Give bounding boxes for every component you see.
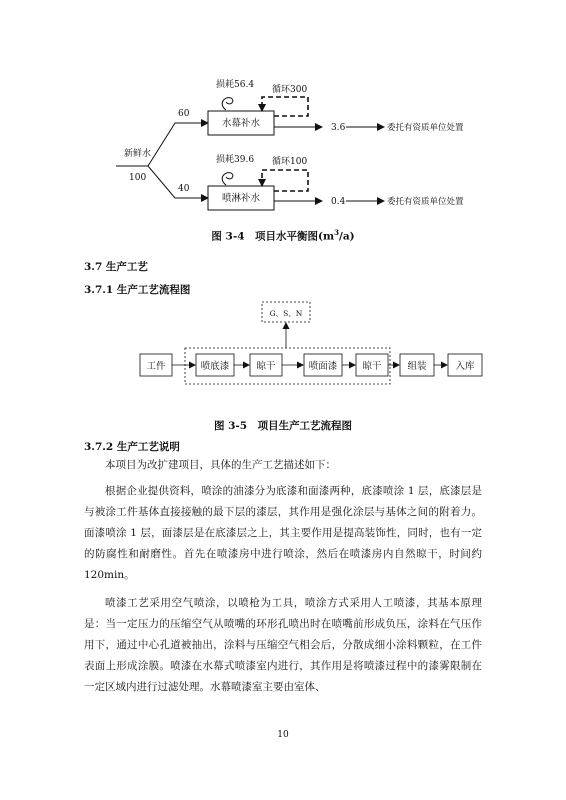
water-balance-caption: 图 3-4 项目水平衡图$(m^3/a)$ bbox=[211, 228, 355, 243]
fresh-water-value: 100 bbox=[129, 173, 147, 183]
paragraph-intro: 本项目为改扩建项目，具体的生产工艺描述如下： bbox=[105, 459, 336, 471]
emission-label: G、S、N bbox=[269, 309, 303, 318]
process-step-label: 喷底漆 bbox=[200, 361, 230, 372]
fresh-water-label: 新鲜水 bbox=[124, 149, 152, 159]
section-heading-3-7-2: 3.7.2 生产工艺说明 bbox=[84, 441, 180, 453]
process-step-label: 晾干 bbox=[362, 361, 382, 372]
process-flow-diagram bbox=[0, 296, 566, 396]
lower-output-value: 0.4 bbox=[331, 197, 346, 207]
upper-output-value: 3.6 bbox=[331, 123, 346, 133]
upper-box-label: 水幕补水 bbox=[221, 118, 261, 129]
lower-disposal-label: 委托有资质单位处置 bbox=[387, 197, 464, 207]
lower-cycle-label: 循环100 bbox=[272, 157, 308, 167]
lower-branch-value: 40 bbox=[178, 184, 190, 194]
paragraph-spray-process: 喷漆工艺采用空气喷涂，以喷枪为工具，喷涂方式采用人工喷漆，其基本原理是：当一定压力的压缩空气从喷嘴的环形孔喷出时在喷嘴前形成负压，涂料在气压作用下，通过中心孔道被抽出，涂料与压缩空气相会后，分散成细小涂料颗粒，在工件表面上形成涂膜。喷漆在水幕式喷漆室内进行，其作用是将喷漆过程中的漆雾限制在一定区域内进行过滤处理。水幕喷漆室主要由室体、 bbox=[84, 597, 482, 693]
lower-loss-label: 损耗39.6 bbox=[216, 155, 255, 165]
process-step-label: 入库 bbox=[455, 361, 475, 372]
upper-cycle-label: 循环300 bbox=[272, 85, 308, 95]
section-heading-3-7-1: 3.7.1 生产工艺流程图 bbox=[84, 284, 191, 296]
section-heading-3-7: 3.7 生产工艺 bbox=[84, 261, 148, 273]
page-number: 10 bbox=[277, 730, 289, 740]
upper-loss-squiggle bbox=[222, 98, 233, 110]
upper-disposal-label: 委托有资质单位处置 bbox=[387, 123, 464, 133]
fresh-water-flow-lines bbox=[116, 123, 208, 198]
paragraph-paint-layers: 根据企业提供资料，喷涂的油漆分为底漆和面漆两种，底漆喷涂 1 层，底漆层是与被涂工件基体直接接触的最下层的漆层，其作用是强化涂层与基体之间的附着力。面漆喷涂 1 层，面漆层是在底漆层之上，其主要作用是提高装饰性，同时，也有一定的防腐性和耐磨性。首先在喷漆房中进行喷涂，然后在喷漆房内自然晾干，时间约 120min。 bbox=[84, 485, 482, 581]
lower-box-label: 喷淋补水 bbox=[221, 193, 261, 204]
upper-loss-label: 损耗56.4 bbox=[216, 80, 255, 90]
upper-branch-value: 60 bbox=[178, 109, 190, 119]
water-balance-diagram bbox=[0, 0, 566, 230]
lower-loss-squiggle bbox=[222, 173, 233, 185]
process-step-label: 工件 bbox=[146, 361, 166, 372]
process-step-label: 晾干 bbox=[256, 361, 276, 372]
process-flow-caption: 图 3-5 项目生产工艺流程图 bbox=[213, 420, 353, 432]
process-step-label: 喷面漆 bbox=[308, 361, 338, 372]
process-step-label: 组装 bbox=[407, 361, 427, 372]
